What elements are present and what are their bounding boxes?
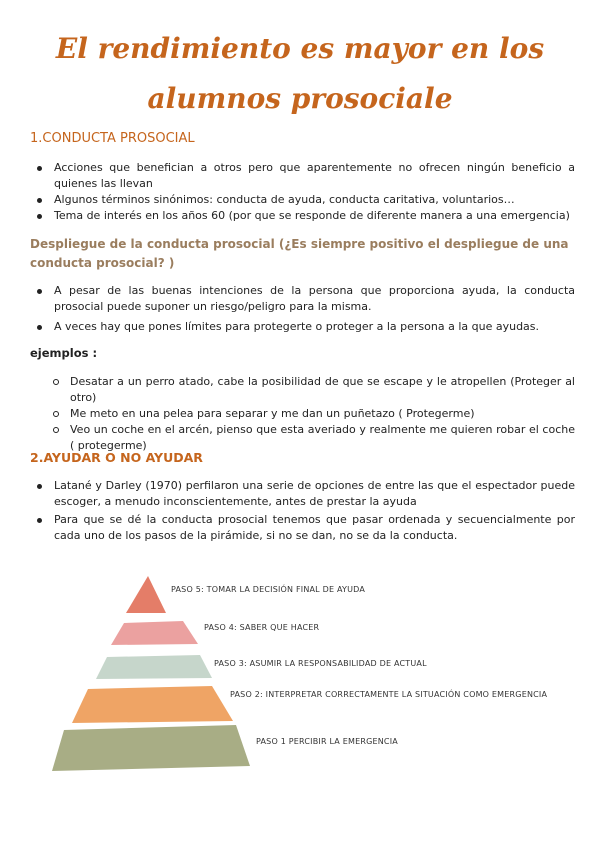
list-item: Veo un coche en el arcén, pienso que esta averiado y realmente me quieren robar el coche ( protegerme) [30,422,575,454]
pyramid-step-5 [126,576,166,613]
pyramid-step-2 [72,686,233,723]
list-item: Latané y Darley (1970) perfilaron una serie de opciones de entre las que el espectador puede escoger, a menudo inconscientemente, antes de prestar la ayuda [30,478,575,510]
pyramid-step-1-label: PASO 1 PERCIBIR LA EMERGENCIA [256,737,398,746]
list-item: Algunos términos sinónimos: conducta de ayuda, conducta caritativa, voluntarios… [30,192,575,208]
examples-list [30,374,575,454]
subsection-list [30,283,575,335]
pyramid-step-1 [52,725,250,771]
pyramid-diagram [0,555,600,780]
section1-list [30,160,575,224]
pyramid-step-5-label: PASO 5: TOMAR LA DECISIÓN FINAL DE AYUDA [171,585,366,594]
pyramid-step-3-label: PASO 3: ASUMIR LA RESPONSABILIDAD DE ACTUAL [214,659,427,668]
section2-list [30,478,575,544]
list-item: A pesar de las buenas intenciones de la persona que proporciona ayuda, la conducta prosocial puede suponer un riesgo/peligro para la misma. [30,283,575,315]
pyramid-step-4-label: PASO 4: SABER QUE HACER [204,623,320,632]
page-title: El rendimiento es mayor en los alumnos prosociale [55,32,545,115]
list-item: Desatar a un perro atado, cabe la posibilidad de que se escape y le atropellen (Proteger al otro) [30,374,575,406]
list-item: Acciones que benefician a otros pero que aparentemente no ofrecen ningún beneficio a quienes las llevan [30,160,575,192]
section1-heading: 1.CONDUCTA PROSOCIAL [30,131,195,146]
list-item: Tema de interés en los años 60 (por que se responde de diferente manera a una emergencia) [30,208,575,224]
examples-heading: ejemplos : [30,346,98,360]
pyramid-step-2-label: PASO 2: INTERPRETAR CORRECTAMENTE LA SITUACIÓN COMO EMERGENCIA [230,690,548,699]
list-item: A veces hay que pones límites para protegerte o proteger a la persona a la que ayudas. [30,319,575,335]
section2-heading: 2.AYUDAR O NO AYUDAR [30,450,203,465]
list-item: Para que se dé la conducta prosocial tenemos que pasar ordenada y secuencialmente por cada uno de los pasos de la pirámide, si no se dan, no se da la conducta. [30,512,575,544]
pyramid-step-4 [111,621,198,645]
subsection-heading: Despliegue de la conducta prosocial (¿Es siempre positivo el despliegue de una conducta prosocial? ) [30,237,569,270]
list-item: Me meto en una pelea para separar y me dan un puñetazo ( Protegerme) [30,406,575,422]
pyramid-step-3 [96,655,212,679]
